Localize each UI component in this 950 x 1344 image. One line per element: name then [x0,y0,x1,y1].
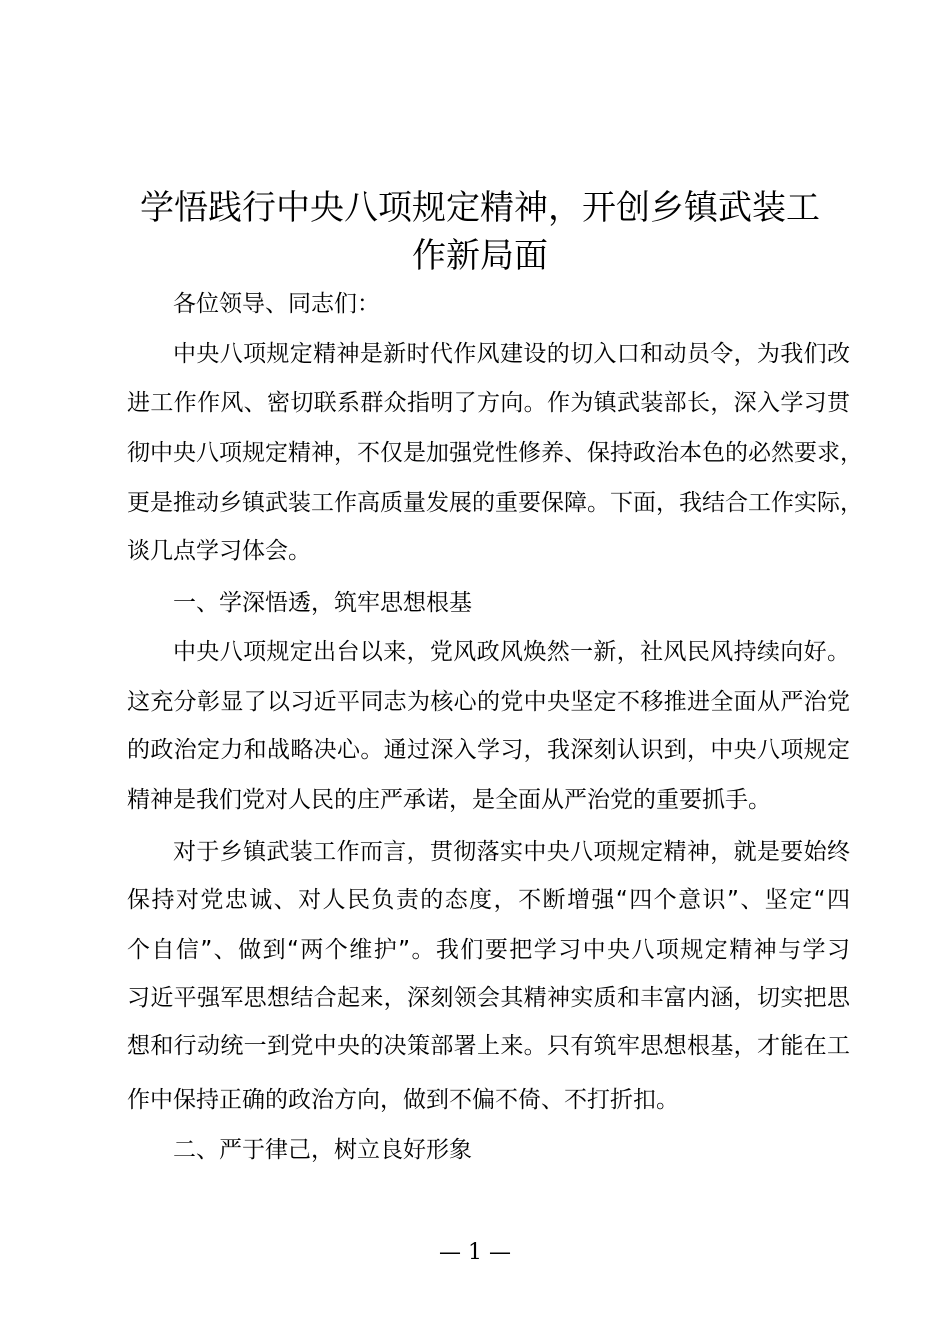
document-title-line-2: 作新局面 [412,236,548,276]
paragraph-2-line: 这充分彰显了以习近平同志为核心的党中央坚定不移推进全面从严治党 [127,689,850,715]
paragraph-1-line: 彻中央八项规定精神，不仅是加强党性修养、保持政治本色的必然要求， [127,440,863,466]
paragraph-3-line: 保持对党忠诚、对人民负责的态度，不断增强“四个意识”、坚定“四 [127,887,850,913]
greeting: 各位领导、同志们： [173,291,380,317]
paragraph-1-line: 更是推动乡镇武装工作高质量发展的重要保障。下面，我结合工作实际， [127,490,863,516]
paragraph-3-line: 习近平强军思想结合起来，深刻领会其精神实质和丰富内涵，切实把思 [127,985,850,1011]
paragraph-2-line: 的政治定力和战略决心。通过深入学习，我深刻认识到，中央八项规定 [127,737,850,763]
paragraph-3-line: 想和行动统一到党中央的决策部署上来。只有筑牢思想根基，才能在工 [127,1033,850,1059]
paragraph-2-line: 精神是我们党对人民的庄严承诺，是全面从严治党的重要抓手。 [127,787,771,813]
page-number: — 1 — [439,1240,511,1265]
section-heading-1: 一、学深悟透，筑牢思想根基 [173,590,472,616]
paragraph-1-line: 中央八项规定精神是新时代作风建设的切入口和动员令，为我们改 [173,341,850,367]
paragraph-3-line: 对于乡镇武装工作而言，贯彻落实中央八项规定精神，就是要始终 [173,839,850,865]
document-title-line-1: 学悟践行中央八项规定精神，开创乡镇武装工 [140,188,820,228]
paragraph-3-line: 作中保持正确的政治方向，做到不偏不倚、不打折扣。 [127,1087,679,1113]
section-heading-2: 二、严于律己，树立良好形象 [173,1137,472,1163]
paragraph-2-line: 中央八项规定出台以来，党风政风焕然一新，社风民风持续向好。 [173,639,850,665]
paragraph-3-line: 个自信”、做到“两个维护”。我们要把学习中央八项规定精神与学习 [127,937,850,963]
paragraph-1-line: 进工作作风、密切联系群众指明了方向。作为镇武装部长，深入学习贯 [127,390,850,416]
paragraph-1-line: 谈几点学习体会。 [127,538,311,564]
